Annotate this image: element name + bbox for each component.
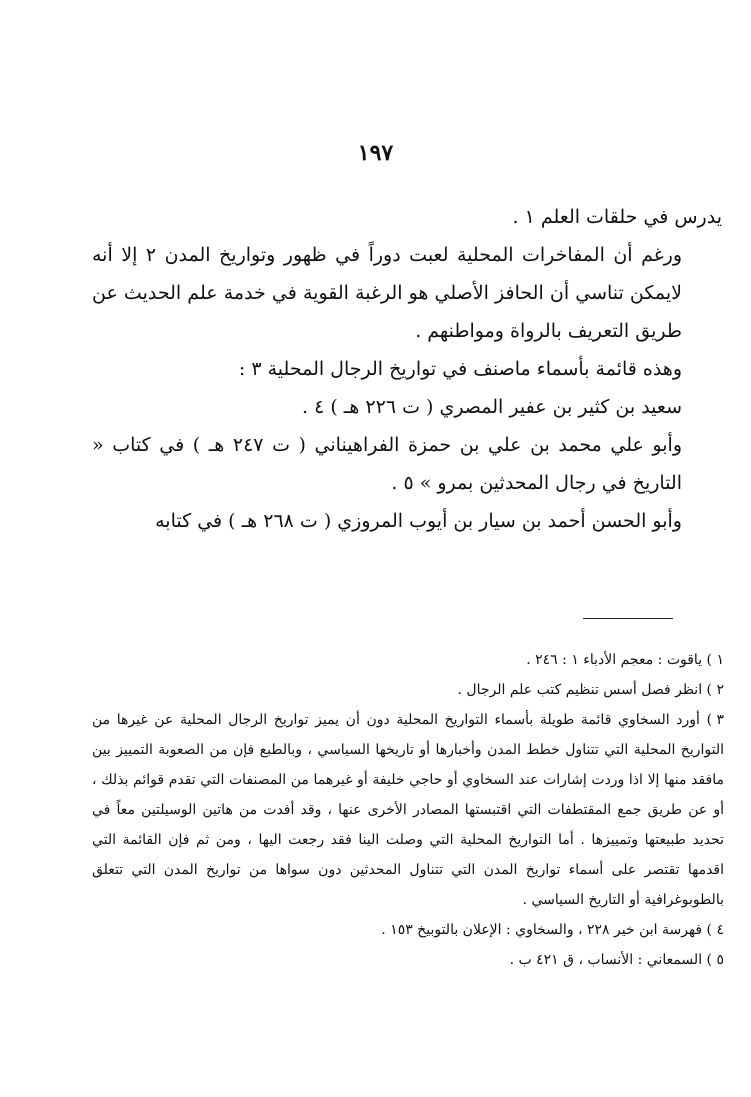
footnotes: [92, 645, 724, 975]
list-item: سعيد بن كثير بن عفير المصري ( ت ٢٢٦ هـ ) ٤ .: [301, 396, 682, 418]
paragraph: ورغم أن المفاخرات المحلية لعبت دوراً في ظهور وتواريخ المدن ٢ إلا أنه لايمكن تناسي أن الحافز الأصلي هو الرغبة القوية في خدمة علم الحديث عن طريق التعريف بالرواة ومواطنهم .: [92, 244, 683, 342]
footnote: [92, 915, 724, 945]
main-text: [92, 198, 722, 540]
footnote-text: انظر فصل أسس تنظيم كتب علم الرجال .: [457, 682, 703, 698]
footnote: [92, 645, 724, 675]
footnote-text: ياقوت : معجم الأدباء ١ : ٢٤٦ .: [526, 652, 703, 668]
footnote: [92, 675, 724, 705]
footnote-text: السمعاني : الأنساب ، ق ٤٢١ ب .: [509, 952, 703, 968]
footnote-number: ٥ ): [706, 952, 724, 968]
footnote: [92, 705, 724, 915]
footnote-number: ٤ ): [706, 922, 724, 938]
footnote-text: فهرسة ابن خير ٢٢٨ ، والسخاوي : الإعلان بالتوبيخ ١٥٣ .: [381, 922, 703, 938]
footnote-number: ٢ ): [706, 682, 724, 698]
footnote-number: ٣ ): [706, 712, 725, 728]
paragraph: وهذه قائمة بأسماء ماصنف في تواريخ الرجال المحلية ٣ :: [238, 358, 682, 380]
footnote-text: أورد السخاوي قائمة طويلة بأسماء التواريخ المحلية دون أن يميز تواريخ الرجال المحلية عن غيرها من التواريخ المحلية التي تتناول خطط المدن وأخبارها أو تاريخها السياسي ، وبالطبع فإن من الصعوبة التمييز بين مافقد منها إلا اذا وردت إشارات عند السخاوي أو حاجي خليفة أو غيرهما من المصنفات التي تقدم قوائم بذلك ، أو عن طريق جمع المقتطفات التي اقتبستها المصادر الأخرى عنها ، وقد أفدت من هاتين الوسيلتين معاً في تحديد طبيعتها وتمييزها . أما التواريخ المحلية التي وصلت الينا فقد رجعت اليها ، ومن ثم فإن القائمة التي اقدمها تقتصر على أسماء تواريخ المدن التي تتناول المحدثين دون سواها من تواريخ المدن التي تتعلق بالطوبوغرافية أو التاريخ السياسي .: [92, 712, 724, 908]
footnote-number: ١ ): [706, 652, 724, 668]
list-item: وأبو علي محمد بن علي بن حمزة الفراهيناني ( ت ٢٤٧ هـ ) في كتاب « التاريخ في رجال المحدثين بمرو » ٥ .: [92, 434, 682, 494]
page-number: ١٩٧: [357, 140, 394, 166]
footnote-divider: [583, 618, 673, 619]
footnote: [92, 945, 724, 975]
paragraph-line: يدرس في حلقات العلم ١ .: [512, 206, 722, 228]
list-item: وأبو الحسن أحمد بن سيار بن أيوب المروزي ( ت ٢٦٨ هـ ) في كتابه: [155, 510, 682, 532]
